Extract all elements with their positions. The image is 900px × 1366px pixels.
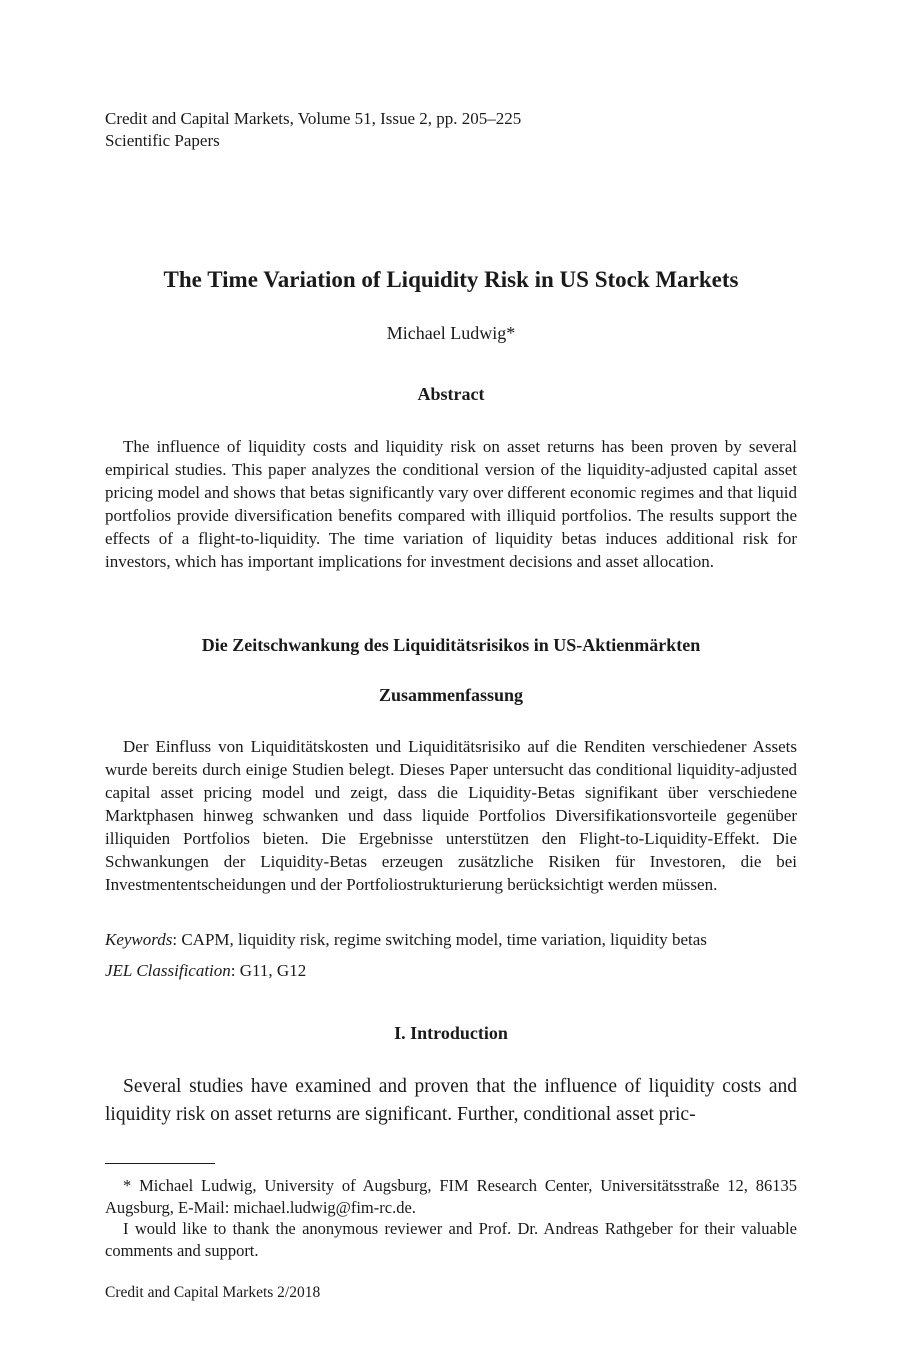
paper-title: The Time Variation of Liquidity Risk in US Stock Markets — [163, 267, 739, 292]
keywords-value: : CAPM, liquidity risk, regime switching model, time variation, liquidity betas — [172, 930, 707, 949]
journal-citation: Credit and Capital Markets, Volume 51, Issue 2, pp. 205–225 — [105, 109, 522, 128]
abstract-text: The influence of liquidity costs and liquidity risk on asset returns has been proven by several empirical studies. This paper analyzes the conditional version of the liquidity-adjusted capital asset pricing model and shows that betas significantly vary over different economic regimes and that liquid portfolios provide diversification benefits compared with illiquid portfolios. The results support the effects of a flight-to-liquidity. The time variation of liquidity betas induces additional risk for investors, which has important implications for investment decisions and asset allocation. — [105, 437, 797, 571]
jel-value: : G11, G12 — [230, 961, 307, 980]
jel-label: JEL Classification — [105, 961, 231, 980]
abstract-heading: Abstract — [417, 384, 485, 404]
acknowledgement-footnote: I would like to thank the anonymous reviewer and Prof. Dr. Andreas Rathgeber for their valuable comments and support. — [105, 1219, 797, 1260]
author-footnote: * Michael Ludwig, University of Augsburg, FIM Research Center, Universitätsstraße 12, 86135 Augsburg, E-Mail: michael.ludwig@fim-rc.de. — [105, 1176, 797, 1217]
introduction-heading: I. Introduction — [394, 1023, 508, 1043]
keywords-label: Keywords — [105, 930, 173, 949]
zusammenfassung-text: Der Einfluss von Liquiditätskosten und Liquiditätsrisiko auf die Renditen verschiedener Assets wurde bereits durch einige Studien belegt. Dieses Paper untersucht das conditional liquidity-adjusted capital asset pricing model und zeigt, dass die Liquidity-Betas signifikant über verschiedene Marktphasen hinweg schwanken und dass liquide Portfolios Diversifikationsvorteile gegenüber illiquiden Portfolios bieten. Die Ergebnisse unterstützen den Flight-to-Liquidity-Effekt. Die Schwankungen der Liquidity-Betas erzeugen zusätzliche Risiken für Investoren, die bei Investmententscheidungen und der Portfoliostrukturierung berücksichtigt werden müssen. — [105, 737, 797, 894]
jel-line — [105, 959, 797, 982]
introduction-text: Several studies have examined and proven that the influence of liquidity costs and liquidity risk on asset returns are significant. Further, conditional asset pric- — [105, 1076, 797, 1125]
german-title: Die Zeitschwankung des Liquiditätsrisikos in US-Aktienmärkten — [201, 635, 701, 655]
zusammenfassung-heading: Zusammenfassung — [378, 685, 524, 705]
paper-author: Michael Ludwig* — [386, 323, 516, 343]
journal-section: Scientific Papers — [105, 131, 220, 150]
page-footer: Credit and Capital Markets 2/2018 — [105, 1284, 321, 1301]
keywords-line — [105, 928, 797, 951]
footnote-divider — [105, 1163, 215, 1164]
